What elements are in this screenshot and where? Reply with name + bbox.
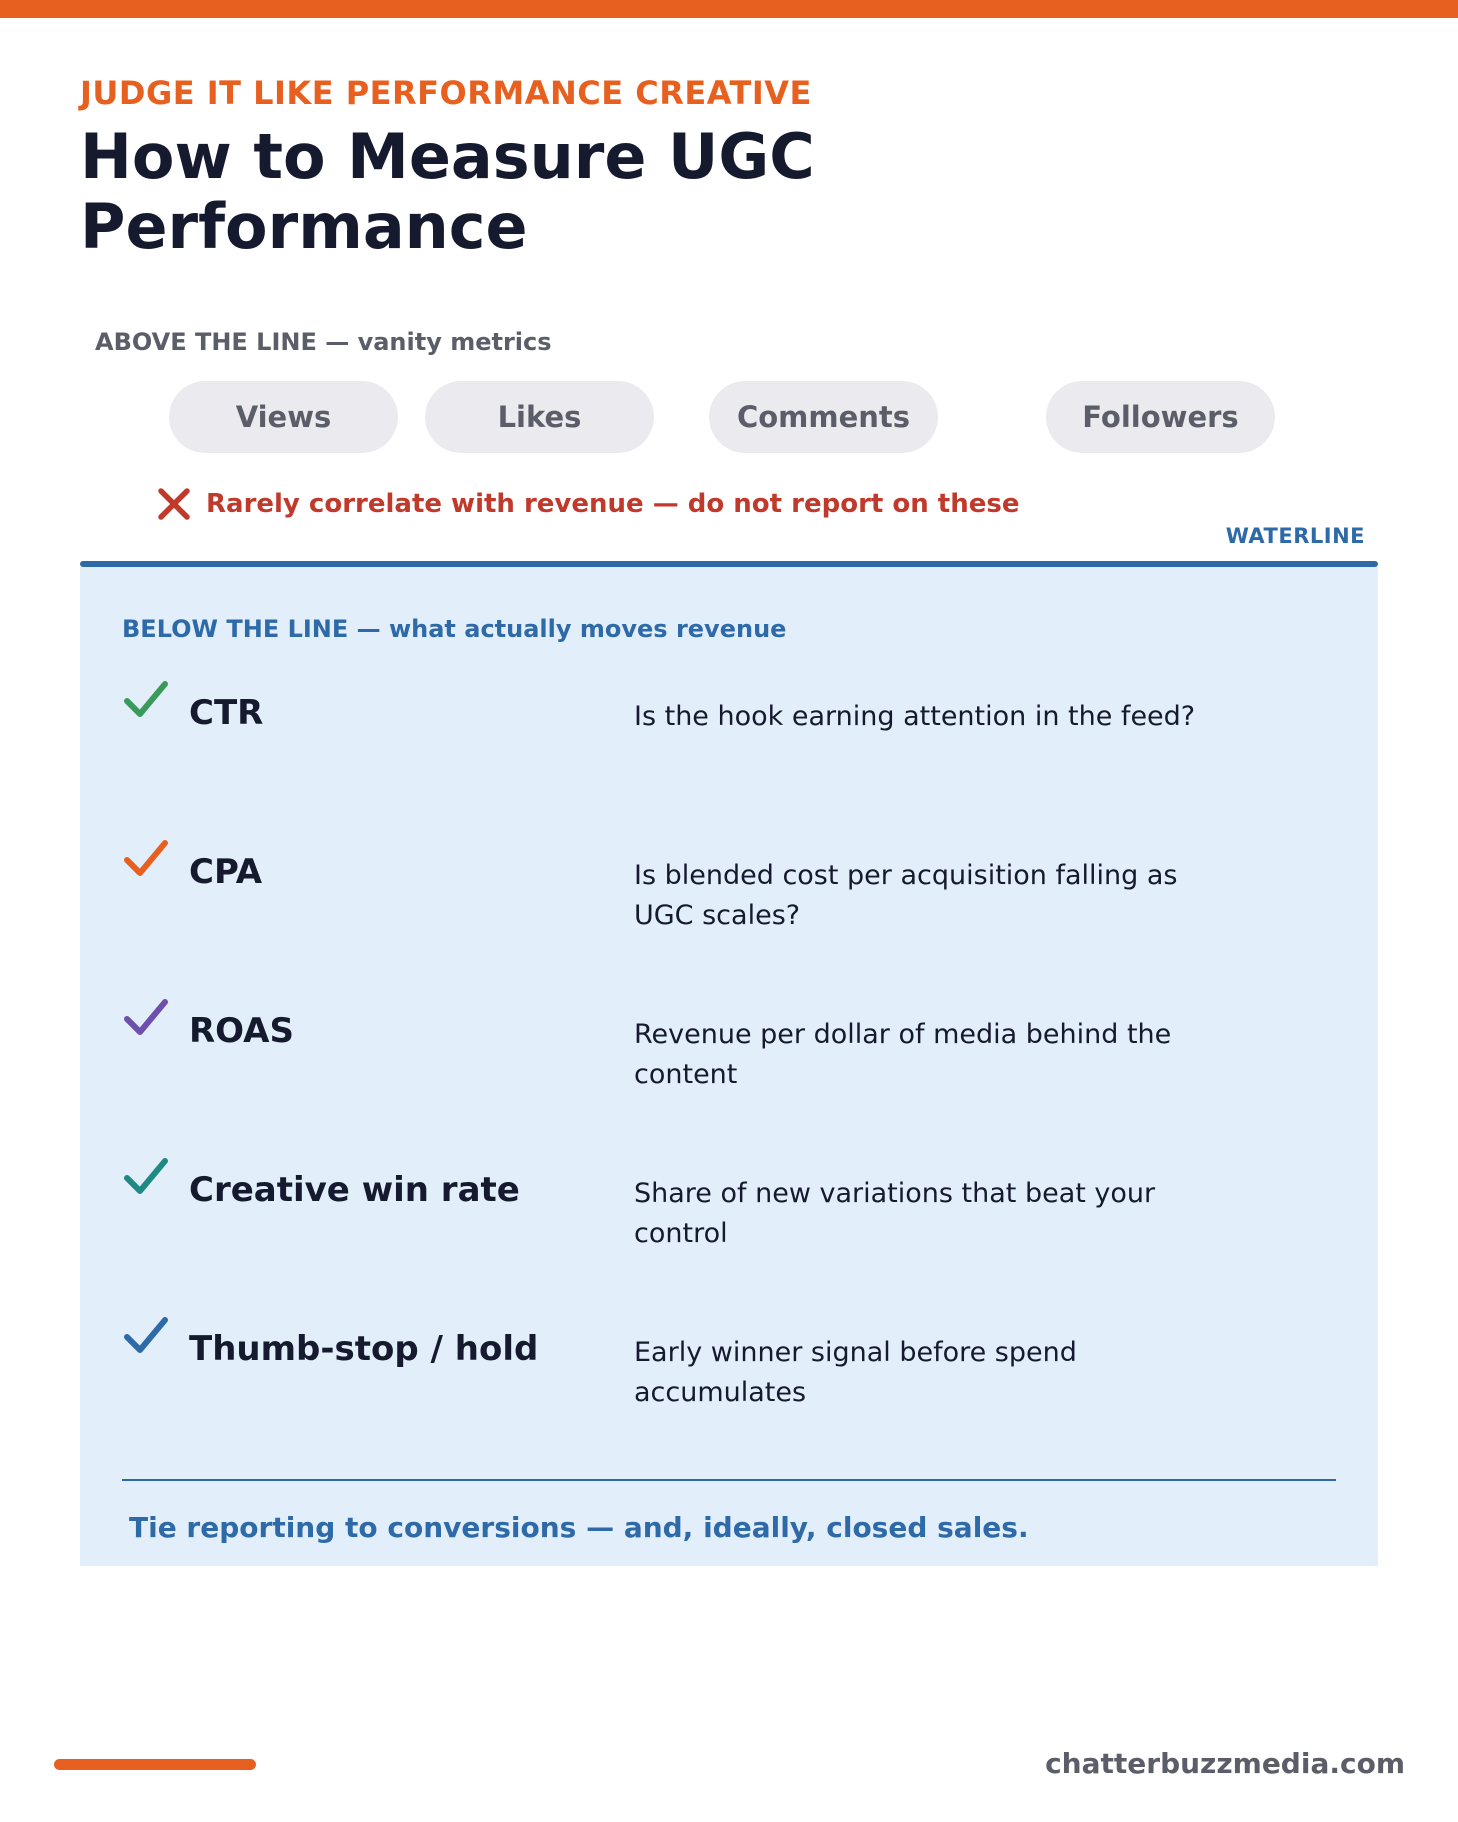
divider <box>122 1479 1336 1481</box>
check-icon <box>122 1315 170 1359</box>
footer-accent-bar <box>54 1759 256 1770</box>
check-icon <box>122 838 170 882</box>
metric-description: Is the hook earning attention in the feed? <box>634 701 1196 732</box>
metric-row-ctr <box>122 679 1322 799</box>
vanity-pill-likes: Likes <box>425 381 654 453</box>
metric-name: Creative win rate <box>189 1170 520 1210</box>
metric-row-roas <box>122 997 1322 1117</box>
metric-description: Revenue per dollar of media behind the content <box>634 1019 1172 1090</box>
top-accent-bar <box>0 0 1458 18</box>
metric-name: CPA <box>189 852 263 892</box>
takeaway: Tie reporting to conversions — and, ideally, closed sales. <box>129 1511 1029 1544</box>
metric-row-creative-win-rate <box>122 1156 1322 1276</box>
metric-description: Early winner signal before spend accumulates <box>634 1337 1077 1408</box>
check-icon <box>122 1156 170 1200</box>
vanity-warning <box>156 484 1020 524</box>
eyebrow: JUDGE IT LIKE PERFORMANCE CREATIVE <box>80 74 812 112</box>
metric-row-cpa <box>122 838 1322 958</box>
vanity-pill-comments: Comments <box>709 381 938 453</box>
vanity-warning-text: Rarely correlate with revenue — do not report on these <box>206 489 1020 519</box>
page-title: How to Measure UGC Performance <box>80 120 815 263</box>
below-the-line-label: BELOW THE LINE — what actually moves revenue <box>122 615 787 643</box>
vanity-pill-views: Views <box>169 381 398 453</box>
x-icon <box>156 486 192 522</box>
vanity-pill-followers: Followers <box>1046 381 1275 453</box>
above-the-line-label: ABOVE THE LINE — vanity metrics <box>95 328 552 356</box>
metric-row-thumb-stop <box>122 1315 1322 1435</box>
metric-name: Thumb-stop / hold <box>189 1329 539 1369</box>
metric-name: CTR <box>189 693 264 733</box>
waterline-label: WATERLINE <box>1225 524 1365 548</box>
check-icon <box>122 997 170 1041</box>
metric-description: Is blended cost per acquisition falling as UGC scales? <box>634 860 1178 931</box>
metric-name: ROAS <box>189 1011 294 1051</box>
metric-description: Share of new variations that beat your control <box>634 1178 1156 1249</box>
check-icon <box>122 679 170 723</box>
footer-domain: chatterbuzzmedia.com <box>1045 1747 1405 1780</box>
